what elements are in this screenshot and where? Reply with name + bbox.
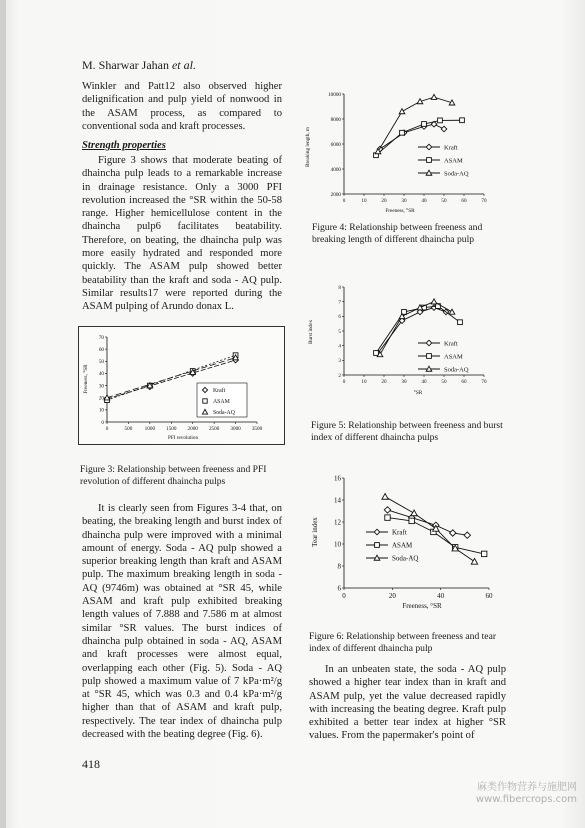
- y-tick-label: 8: [338, 284, 341, 291]
- x-tick-label: 1500: [166, 426, 177, 433]
- x-tick-label: 30: [401, 198, 407, 205]
- legend-marker: [374, 529, 380, 535]
- x-tick-label: 20: [381, 198, 387, 205]
- page-number: 418: [82, 757, 100, 771]
- data-point: [384, 507, 390, 513]
- x-tick-label: 10: [361, 379, 367, 386]
- data-point: [460, 118, 465, 123]
- x-tick-label: 1000: [144, 426, 156, 433]
- figure-4-caption: Figure 4: Relationship between freeness and breaking length of different dhaincha pulp: [312, 222, 483, 245]
- y-tick-label: 6: [337, 584, 341, 593]
- legend-label: ASAM: [444, 353, 463, 361]
- y-tick-label: 4: [338, 343, 341, 350]
- figure-3-frame: [78, 326, 285, 445]
- watermark-url: www.fibercrops.com: [475, 794, 577, 805]
- legend-label: Kraft: [444, 340, 458, 348]
- legend-label: Soda-AQ: [444, 170, 469, 178]
- legend-label: Kraft: [444, 144, 458, 152]
- legend-label: ASAM: [444, 157, 463, 165]
- data-point: [438, 118, 443, 123]
- y-tick-label: 14: [334, 496, 341, 505]
- y-tick-label: 8000: [330, 116, 341, 123]
- legend-label: Soda-AQ: [392, 554, 419, 563]
- figure-6-chart: [302, 470, 502, 618]
- y-tick-label: 16: [334, 474, 341, 483]
- x-tick-label: 0: [342, 379, 346, 386]
- series-line: [378, 308, 446, 353]
- results-paragraph: It is clearly seen from Figures 3-4 that, on beating, the breaking length and burst index of dhaincha pulp were improved with a minimal amount of energy. Soda - AQ pulp showed a superior breaking length than kraft and ASAM pulp. The maximum breaking length in soda - AQ (9746m) was obtained at °SR 45, while ASAM and kraft pulp exhibited breaking length values of 7.888 and 7.586 m at almost similar °SR values. The burst indices of dhaincha pulp obtained in soda - AQ, ASAM and kraft processes were almost equal, overlapping each other (Fig. 5). Soda - AQ pulp showed a maximum value of 7 kPa·m²/g at °SR 45, which was 0.3 and 0.4 kPa·m²/g higher than that of ASAM and kraft pulp, respectively. The tear index of dhaincha pulp decreased with the beating degree (Fig. 6).: [82, 503, 282, 741]
- data-point: [411, 510, 417, 516]
- legend-label: Kraft: [392, 528, 407, 537]
- x-tick-label: 60: [461, 379, 467, 386]
- y-tick-label: 3: [338, 358, 341, 365]
- legend-marker: [427, 354, 432, 359]
- data-point: [399, 109, 405, 114]
- data-point: [431, 299, 437, 304]
- legend-label: Kraft: [213, 388, 226, 395]
- x-tick-label: 60: [461, 198, 467, 205]
- x-tick-label: 50: [441, 198, 447, 205]
- figure-6-caption: Figure 6: Relationship between freeness and tear index of different dhaincha pulp: [309, 631, 497, 654]
- data-point: [382, 494, 388, 500]
- legend-marker: [203, 399, 207, 403]
- y-tick-label: 20: [98, 395, 104, 402]
- figure-5-caption: Figure 5: Relationship between freeness and burst index of different dhaincha pulps: [311, 420, 503, 443]
- watermark-title: 麻类作物营养与施肥网: [477, 782, 577, 793]
- y-tick-label: 50: [98, 359, 104, 366]
- data-point: [450, 530, 456, 536]
- x-tick-label: 50: [441, 379, 447, 386]
- y-tick-label: 6000: [330, 141, 341, 148]
- y-tick-label: 30: [98, 383, 104, 390]
- y-tick-label: 2: [338, 372, 341, 379]
- y-tick-label: 7: [338, 299, 341, 306]
- y-tick-label: 40: [98, 371, 104, 378]
- running-head-author: [82, 58, 196, 73]
- data-point: [464, 532, 470, 538]
- legend-marker: [426, 144, 432, 150]
- y-axis-title: Freeness, °SR: [83, 364, 89, 394]
- x-tick-label: 70: [481, 198, 487, 205]
- legend-label: ASAM: [213, 399, 230, 406]
- strength-paragraph: Figure 3 shows that moderate beating of dhaincha pulp leads to a remarkable increase in drainage resistance. Only a 3000 PFI revolution increased the °SR within the 50-58 range. Higher hemicellulose content in the dhaincha pulp6 facilitates beatability. Therefore, on beating, the dhaincha pulp was more easily hydrated and responded more quickly. The ASAM pulp showed better beatability than the kraft and soda - AQ pulp. Similar results17 were reported during the ASAM pulping of Arundo donax L.: [82, 155, 282, 313]
- x-tick-label: 40: [437, 592, 445, 600]
- x-tick-label: 500: [124, 426, 133, 433]
- series-line: [380, 302, 452, 355]
- x-tick-label: 0: [342, 198, 346, 205]
- series-line: [380, 124, 444, 149]
- x-tick-label: 30: [401, 379, 407, 386]
- y-tick-label: 5: [338, 328, 341, 335]
- y-tick-label: 70: [98, 334, 104, 341]
- y-axis-title: Tear index: [311, 517, 319, 547]
- x-tick-label: 40: [421, 379, 427, 386]
- figure-3-caption: Figure 3: Relationship between freeness and PFI revolution of different dhaincha pulps: [80, 464, 267, 487]
- data-point: [449, 309, 455, 314]
- data-point: [385, 515, 390, 520]
- x-tick-label: 2000: [187, 426, 198, 433]
- y-tick-label: 8: [337, 562, 341, 571]
- data-point: [471, 558, 477, 564]
- x-tick-label: 40: [421, 198, 427, 205]
- y-axis-title: Burst index: [308, 319, 314, 345]
- data-point: [374, 351, 379, 356]
- legend-label: Soda-AQ: [213, 410, 235, 417]
- x-tick-label: 20: [381, 379, 387, 386]
- x-tick-label: 10: [361, 198, 367, 205]
- y-tick-label: 4000: [330, 166, 341, 173]
- data-point: [422, 122, 427, 127]
- y-tick-label: 60: [98, 346, 104, 353]
- author-name: M. Sharwar Jahan: [82, 58, 169, 72]
- legend-marker: [427, 158, 432, 163]
- author-suffix: et al.: [168, 58, 196, 72]
- x-tick-label: 70: [481, 379, 487, 386]
- y-tick-label: 10: [98, 407, 104, 414]
- legend-label: Soda-AQ: [444, 366, 469, 374]
- x-axis-title: °SR: [413, 390, 423, 396]
- intro-paragraph: Winkler and Patt12 also observed higher delignification and pulp yield of nonwood in the ASAM process, as compared to conventional soda and kraft processes.: [82, 81, 282, 132]
- x-tick-label: 3500: [251, 426, 263, 433]
- data-point: [441, 126, 447, 132]
- x-tick-label: 60: [485, 592, 493, 600]
- x-tick-label: 0: [105, 426, 109, 433]
- x-tick-label: 20: [388, 592, 396, 600]
- figure-5-chart: [300, 272, 500, 404]
- data-point: [400, 130, 405, 135]
- legend-marker: [375, 543, 380, 548]
- y-axis-title: Breaking length, m: [305, 127, 311, 167]
- data-point: [409, 518, 414, 523]
- figure-4-chart: [300, 82, 500, 214]
- legend-label: ASAM: [392, 541, 413, 550]
- y-tick-label: 2000: [330, 191, 341, 198]
- tear-paragraph: In an unbeaten state, the soda - AQ pulp showed a higher tear index than in kraft and ASAM pulp, yet the value decreased rapidly with increasing the beating degree. Kraft pulp exhibited a better tear index at higher °SR values. From the papermaker's point of: [309, 664, 506, 742]
- y-tick-label: 6: [338, 314, 341, 321]
- section-heading: Strength properties: [82, 140, 166, 151]
- legend-marker: [426, 340, 432, 346]
- y-tick-label: 10000: [328, 91, 341, 98]
- watermark: [476, 782, 577, 806]
- figure-3-chart: [79, 327, 284, 444]
- data-point: [481, 551, 486, 556]
- x-tick-label: 2500: [208, 426, 220, 433]
- x-axis-title: PFI revolution: [167, 435, 199, 441]
- data-point: [458, 320, 463, 325]
- y-tick-label: 0: [101, 419, 104, 426]
- x-tick-label: 0: [342, 592, 346, 600]
- y-tick-label: 12: [334, 518, 341, 527]
- y-tick-label: 10: [334, 540, 341, 549]
- binding-edge: [0, 0, 6, 828]
- x-axis-title: Freeness, °SR: [385, 208, 415, 214]
- x-tick-label: 3000: [230, 426, 241, 433]
- data-point: [431, 94, 437, 99]
- x-axis-title: Freeness, °SR: [402, 602, 442, 610]
